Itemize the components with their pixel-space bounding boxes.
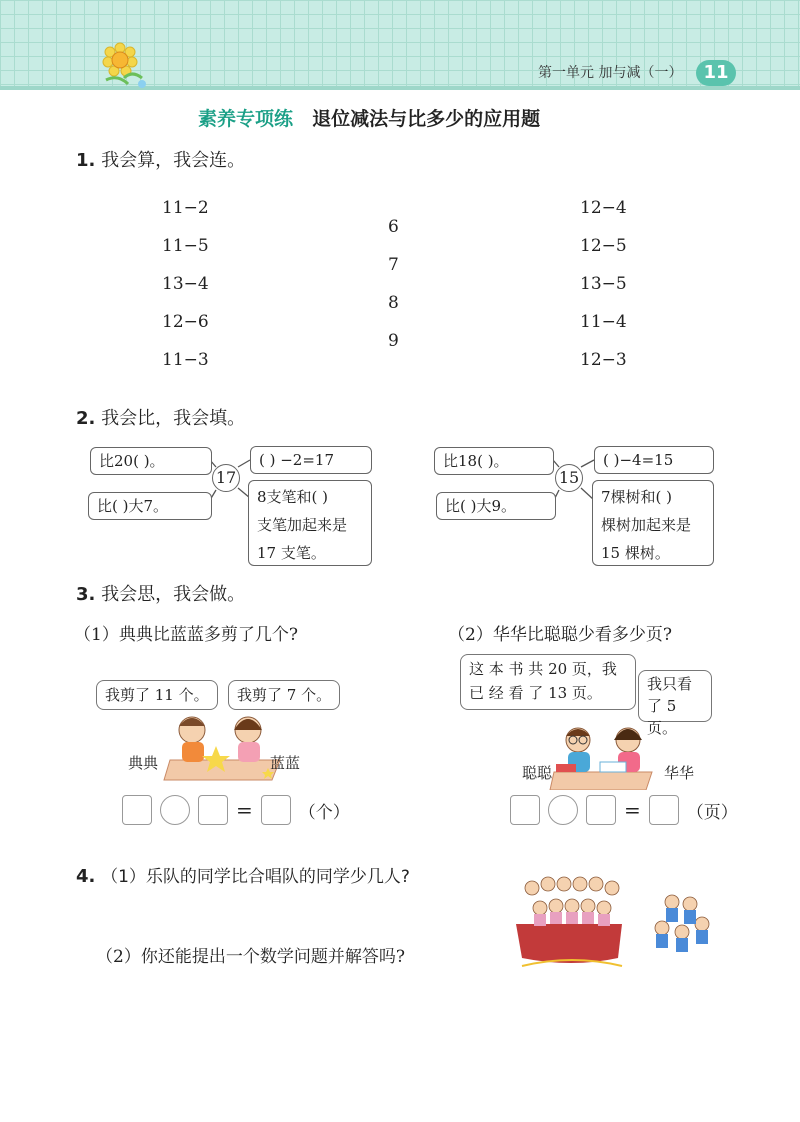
page-number: 11 <box>696 60 736 86</box>
compare-box[interactable]: 比20( )。 <box>90 447 212 475</box>
unit-label: （页） <box>686 802 738 823</box>
character-name: 华华 <box>664 764 695 782</box>
question-4-part2: （2）你还能提出一个数学问题并解答吗? <box>96 947 405 967</box>
word-problem-box[interactable] <box>248 480 372 566</box>
character-name: 聪聪 <box>522 764 553 782</box>
expression: 12−6 <box>162 312 209 332</box>
center-number-circle: 17 <box>212 464 240 492</box>
line: 这 本 书 共 20 页，我 <box>469 660 617 678</box>
line: 已 经 看 了 13 页。 <box>469 684 602 702</box>
line: 支笔加起来是 <box>257 516 348 534</box>
choir-band-illustration <box>512 866 720 976</box>
answer-number: 6 <box>388 217 399 237</box>
question-text: 我会算，我会连。 <box>101 150 246 171</box>
expression: 12−3 <box>580 350 627 370</box>
expression: 11−3 <box>162 350 209 370</box>
answer-box[interactable] <box>586 795 616 825</box>
compare-box[interactable]: 比( )大9。 <box>436 492 556 520</box>
line: 棵树加起来是 <box>601 516 692 534</box>
answer-number: 8 <box>388 293 399 313</box>
q3-part1-answer-row <box>122 795 350 825</box>
expression: 11−5 <box>162 236 209 256</box>
line: 8支笔和( ) <box>257 488 329 506</box>
children-cutting-illustration <box>150 708 290 782</box>
compare-box[interactable]: 比18( )。 <box>434 447 554 475</box>
question-number: 1. <box>76 150 96 171</box>
speech-bubble <box>638 670 712 737</box>
question-text: 我会比，我会填。 <box>101 408 246 429</box>
question-4-heading <box>76 862 410 887</box>
operator-circle[interactable] <box>160 795 190 825</box>
speech-bubble: 我剪了 7 个。 <box>228 680 340 710</box>
equals-sign: = <box>236 798 253 822</box>
title-topic: 退位减法与比多少的应用题 <box>312 108 541 130</box>
line: 7棵树和( ) <box>601 488 673 506</box>
answer-box[interactable] <box>510 795 540 825</box>
q3-part2-answer-row <box>510 795 738 825</box>
character-name: 典典 <box>128 754 159 772</box>
speech-bubble <box>460 654 636 710</box>
answer-box[interactable] <box>261 795 291 825</box>
speech-bubble: 我剪了 11 个。 <box>96 680 218 710</box>
answer-number: 9 <box>388 331 399 351</box>
unit-label: （个） <box>298 802 350 823</box>
compare-box[interactable]: 比( )大7。 <box>88 492 212 520</box>
expression: 13−4 <box>162 274 209 294</box>
question-number: 3. <box>76 584 96 605</box>
answer-box[interactable] <box>198 795 228 825</box>
line: 15 棵树。 <box>601 544 670 562</box>
q3-part1-text: （1）典典比蓝蓝多剪了几个? <box>74 625 298 645</box>
children-reading-illustration <box>548 718 658 790</box>
question-number: 2. <box>76 408 96 429</box>
expression: 11−4 <box>580 312 627 332</box>
character-name: 蓝蓝 <box>270 754 301 772</box>
equation-box[interactable]: ( )−4=15 <box>594 446 714 474</box>
question-3-heading <box>76 580 245 606</box>
center-number-circle: 15 <box>555 464 583 492</box>
q3-part2-text: （2）华华比聪聪少看多少页? <box>448 625 672 645</box>
expression: 12−5 <box>580 236 627 256</box>
line: 了 5 页。 <box>647 697 678 737</box>
expression: 11−2 <box>162 198 209 218</box>
operator-circle[interactable] <box>548 795 578 825</box>
answer-box[interactable] <box>122 795 152 825</box>
title-category: 素养专项练 <box>198 108 294 130</box>
equals-sign: = <box>624 798 641 822</box>
line: 我只看 <box>647 675 693 693</box>
question-text: （1）乐队的同学比合唱队的同学少几人? <box>101 867 410 887</box>
expression: 13−5 <box>580 274 627 294</box>
line: 17 支笔。 <box>257 544 326 562</box>
question-number: 4. <box>76 866 96 887</box>
question-text: 我会思，我会做。 <box>101 584 246 605</box>
word-problem-box[interactable] <box>592 480 714 566</box>
answer-number: 7 <box>388 255 399 275</box>
equation-box[interactable]: ( ) −2=17 <box>250 446 372 474</box>
answer-box[interactable] <box>649 795 679 825</box>
expression: 12−4 <box>580 198 627 218</box>
unit-label: 第一单元 加与减（一） <box>538 65 683 81</box>
